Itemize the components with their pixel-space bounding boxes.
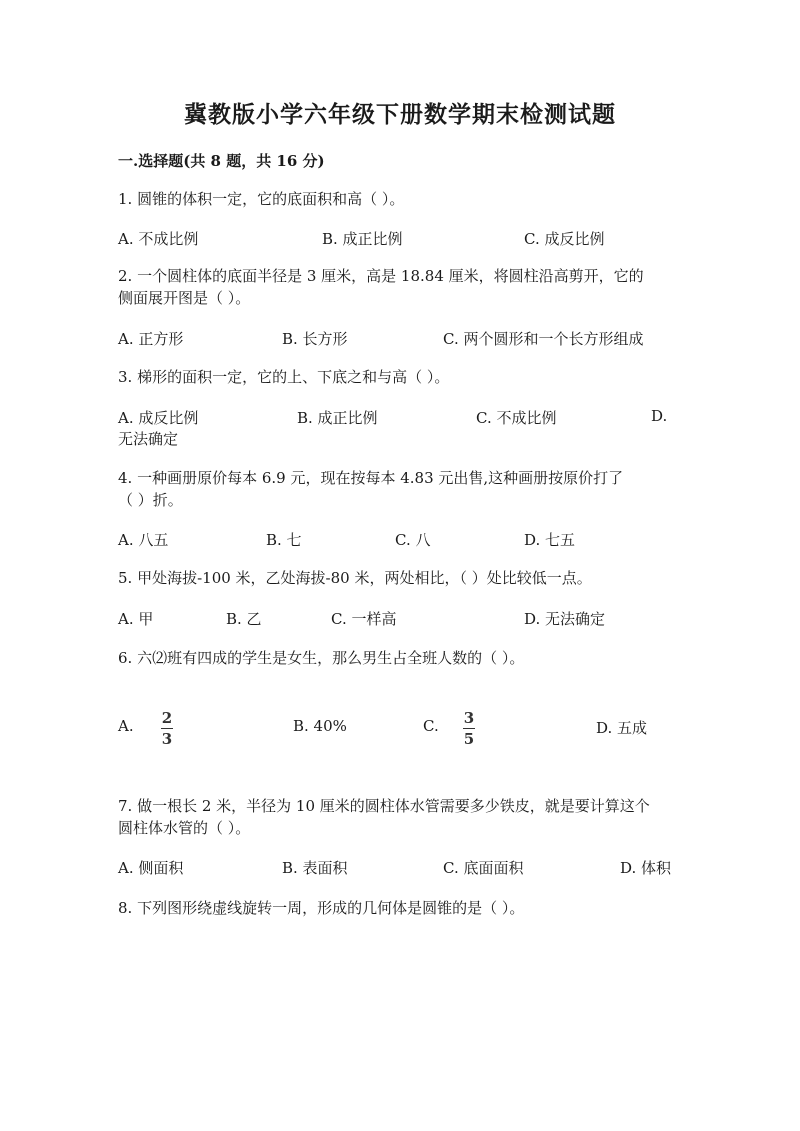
q2-option-a: A. 正方形 [118,330,184,348]
fraction-numerator: 3 [463,709,475,727]
q1-option-a: A. 不成比例 [118,230,199,248]
q4-option-b: B. 七 [266,531,302,549]
q2-option-c: C. 两个圆形和一个长方形组成 [443,330,644,348]
fraction-denominator: 5 [463,730,475,748]
question-2-stem-line2: 侧面展开图是（ ）。 [118,289,251,307]
fraction-bar [463,728,475,729]
q6-option-c-label: C. [423,717,439,735]
q1-option-b: B. 成正比例 [322,230,403,248]
question-6-stem: 6. 六⑵班有四成的学生是女生，那么男生占全班人数的（ ）。 [118,649,525,667]
q6-option-a-label: A. [118,717,134,735]
q7-option-d: D. 体积 [620,859,672,877]
section-heading: 一.选择题(共 8 题，共 16 分) [118,152,325,170]
question-4-stem-line2: （ ）折。 [118,491,183,509]
q3-option-d: D. [651,407,668,425]
q6-option-a-fraction [157,709,177,748]
q4-option-c: C. 八 [395,531,431,549]
question-8-stem: 8. 下列图形绕虚线旋转一周，形成的几何体是圆锥的是（ ）。 [118,899,525,917]
q5-option-a: A. 甲 [118,610,154,628]
q4-option-d: D. 七五 [524,531,576,549]
q6-option-d: D. 五成 [596,719,648,737]
q3-option-d-text: 无法确定 [118,430,179,448]
q7-option-a: A. 侧面积 [118,859,184,877]
q7-option-b: B. 表面积 [282,859,348,877]
question-1-stem: 1. 圆锥的体积一定，它的底面积和高（ ）。 [118,190,405,208]
q6-option-c-fraction [459,709,479,748]
question-3-stem: 3. 梯形的面积一定，它的上、下底之和与高（ ）。 [118,368,450,386]
q2-option-b: B. 长方形 [282,330,348,348]
fraction-bar [161,728,173,729]
q1-option-c: C. 成反比例 [524,230,605,248]
q3-option-b: B. 成正比例 [297,409,378,427]
q3-option-a: A. 成反比例 [118,409,199,427]
question-4-stem-line1: 4. 一种画册原价每本 6.9 元，现在按每本 4.83 元出售,这种画册按原价打了 [118,469,624,487]
fraction-denominator: 3 [161,730,173,748]
q3-option-c: C. 不成比例 [476,409,557,427]
question-5-stem: 5. 甲处海拔-100 米，乙处海拔-80 米，两处相比，（ ）处比较低一点。 [118,569,592,587]
q5-option-c: C. 一样高 [331,610,397,628]
q5-option-d: D. 无法确定 [524,610,606,628]
q6-option-b: B. 40% [293,717,347,735]
question-2-stem-line1: 2. 一个圆柱体的底面半径是 3 厘米，高是 18.84 厘米，将圆柱沿高剪开，它的 [118,267,644,285]
exam-title: 冀教版小学六年级下册数学期末检测试题 [184,101,616,128]
q7-option-c: C. 底面面积 [443,859,524,877]
q5-option-b: B. 乙 [226,610,262,628]
q4-option-a: A. 八五 [118,531,169,549]
question-7-stem-line1: 7. 做一根长 2 米，半径为 10 厘米的圆柱体水管需要多少铁皮，就是要计算这个 [118,797,650,815]
question-7-stem-line2: 圆柱体水管的（ ）。 [118,819,251,837]
fraction-numerator: 2 [161,709,173,727]
